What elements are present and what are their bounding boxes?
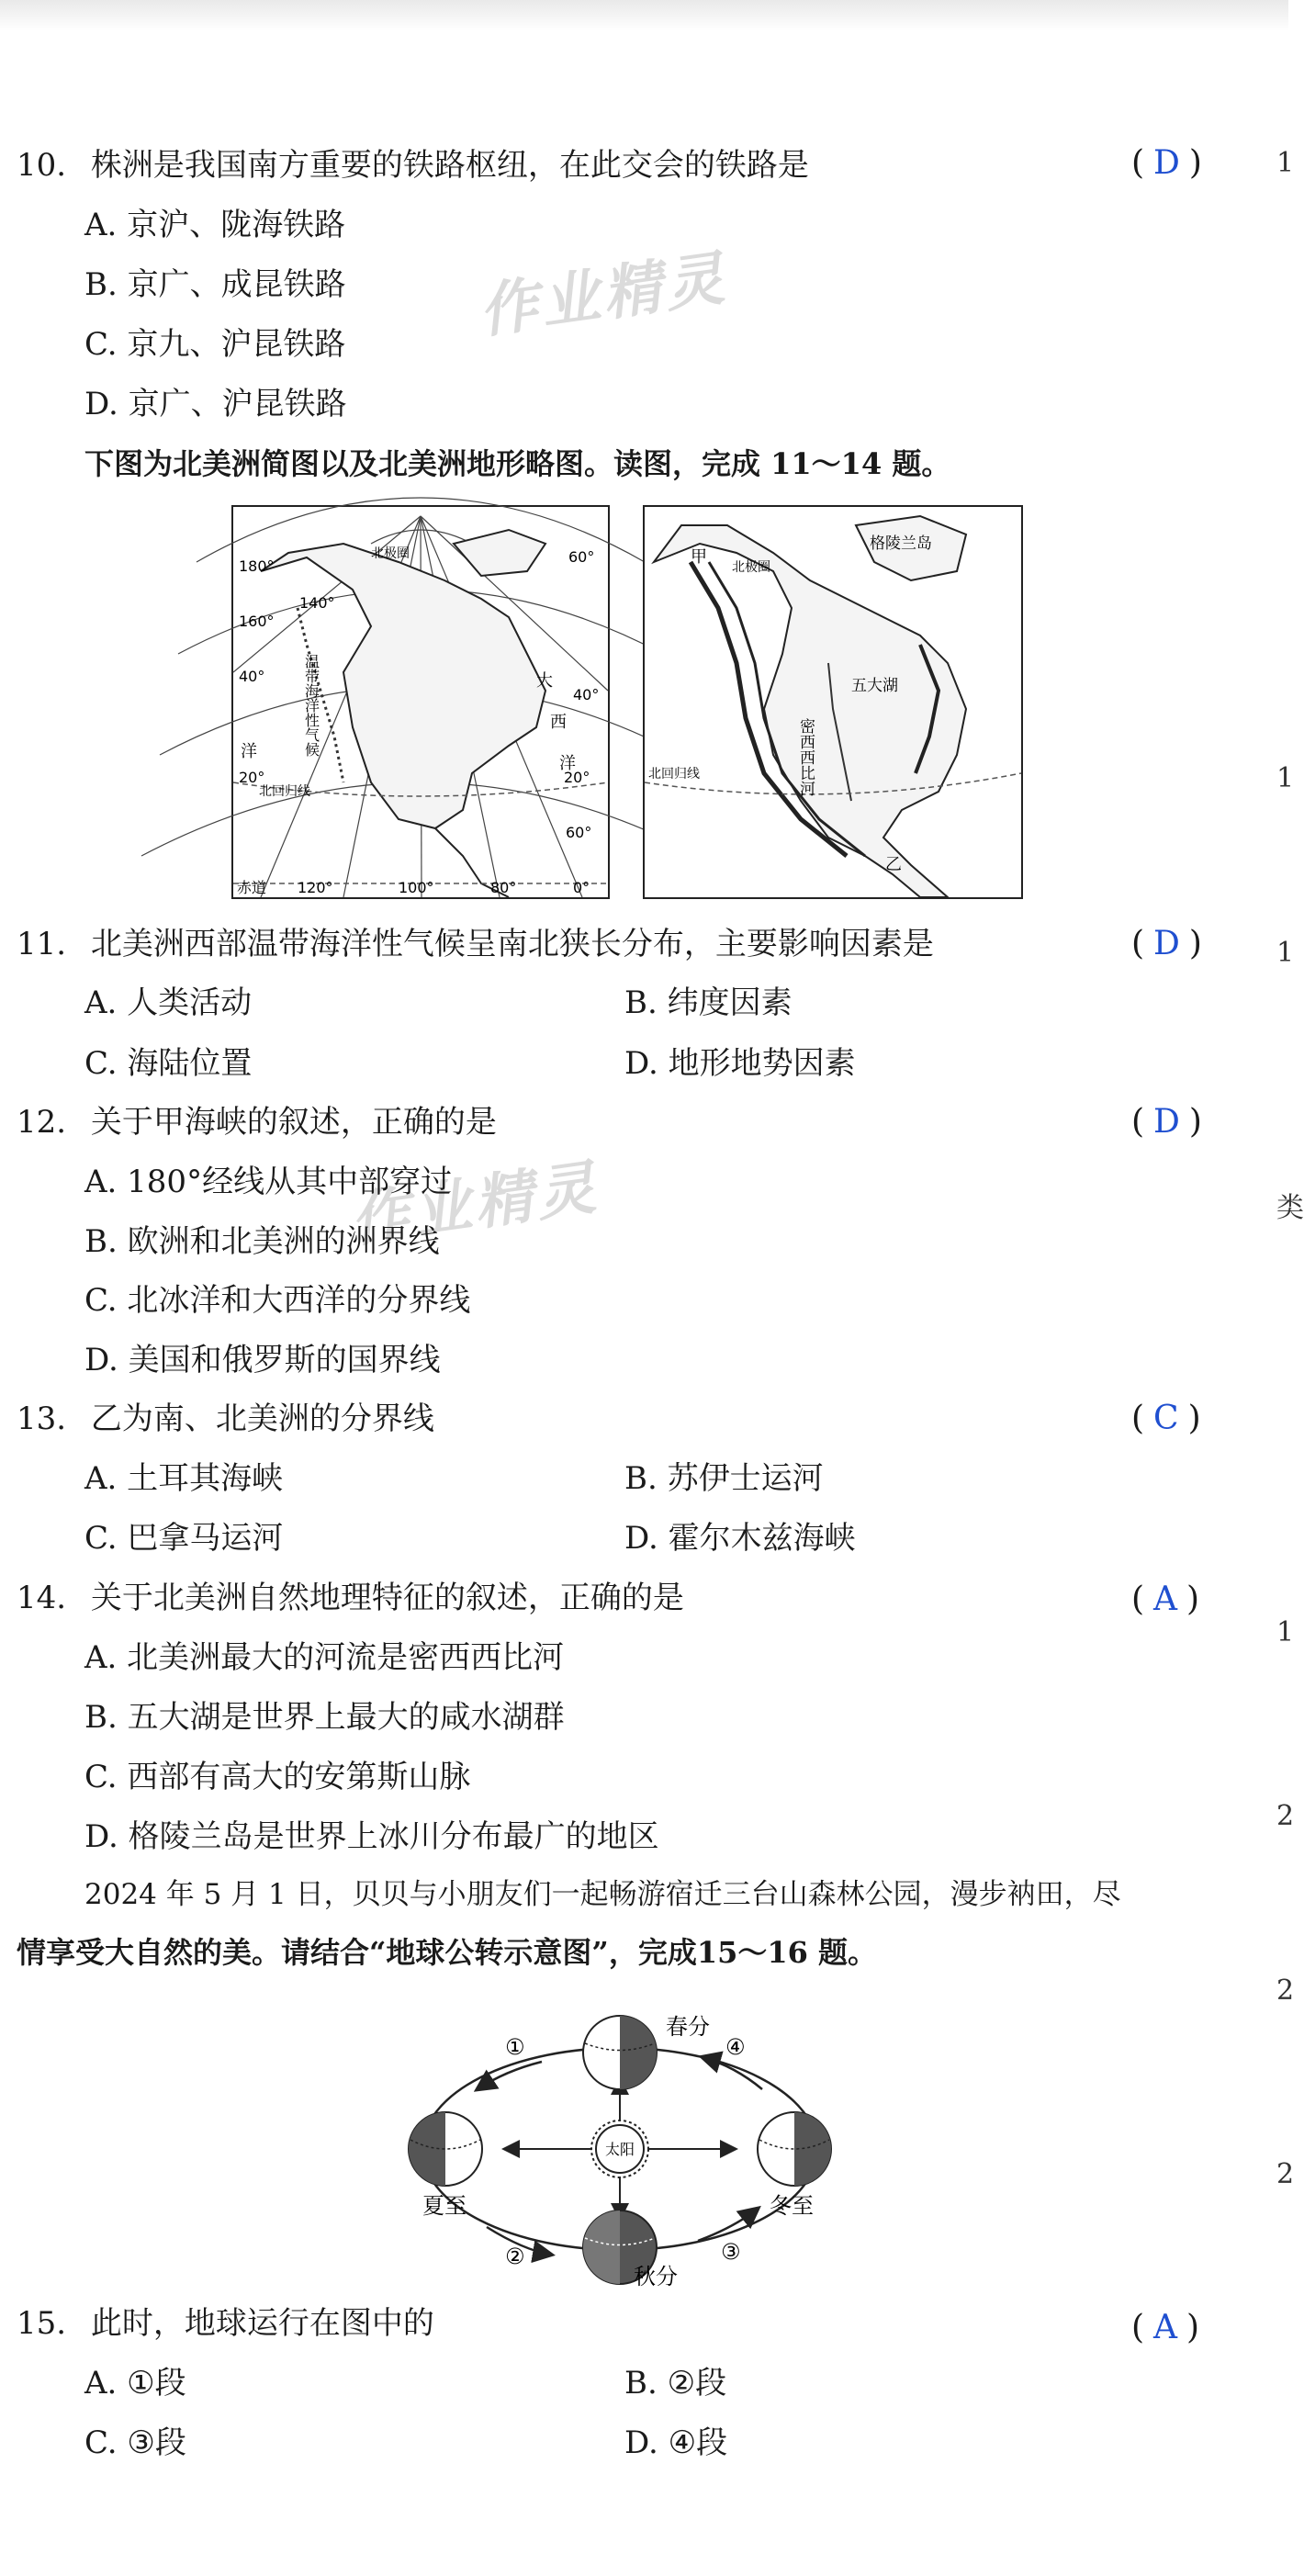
question-stem: [17, 147, 809, 184]
orbit-spring-label: 春分: [666, 2014, 710, 2040]
orbit-summer-label: 夏至: [422, 2193, 467, 2219]
map1-label: 120°: [298, 879, 333, 896]
intro-orbit-line1: 2024 年 5 月 1 日，贝贝与小朋友们一起畅游宿迁三台山森林公园，漫步衲田，尽: [84, 1878, 1121, 1911]
question-stem: [17, 1400, 434, 1437]
question-number: 11.: [17, 926, 67, 962]
option: A. 京沪、陇海铁路: [84, 207, 346, 243]
terrain-map-svg: [645, 507, 1021, 897]
question-stem: [17, 1104, 497, 1141]
option: C. 巴拿马运河: [84, 1520, 284, 1557]
map1-arctic: 北极圈: [371, 546, 410, 561]
question-number: 15.: [17, 2305, 67, 2342]
question-text: 关于甲海峡的叙述，正确的是: [90, 1104, 497, 1141]
map1-label: 100°: [399, 879, 434, 896]
map2-tropic: 北回归线: [648, 767, 700, 782]
answer-letter: A: [1153, 1580, 1178, 1618]
question-text: 乙为南、北美洲的分界线: [90, 1400, 434, 1437]
edge-mark: 1: [1276, 937, 1295, 969]
north-america-map-svg: [233, 507, 608, 897]
question-number: 10.: [17, 147, 67, 184]
map2-mississippi: 密西西比河: [796, 718, 815, 796]
map1-label: 140°: [299, 594, 335, 612]
option: B. 苏伊士运河: [624, 1460, 824, 1497]
page-top-shadow: [0, 0, 1288, 31]
intro-maps: 下图为北美洲简图以及北美洲地形略图。读图，完成 11～14 题。: [84, 446, 951, 481]
option: D. 美国和俄罗斯的国界线: [84, 1342, 441, 1378]
option: B. 京广、成昆铁路: [84, 266, 346, 303]
option: D. 京广、沪昆铁路: [84, 386, 347, 422]
map1-label: 80°: [490, 879, 517, 896]
answer-bracket: ( D ): [1131, 925, 1202, 962]
orbit-diagram-svg: [395, 2007, 845, 2291]
option: A. 180°经线从其中部穿过: [84, 1164, 453, 1200]
answer-letter: C: [1153, 1400, 1179, 1437]
orbit-seg4: ④: [725, 2034, 746, 2060]
orbit-seg2: ②: [505, 2244, 525, 2269]
orbit-winter-label: 冬至: [770, 2193, 814, 2219]
question-number: 13.: [17, 1400, 67, 1437]
option: B. 纬度因素: [624, 984, 793, 1021]
answer-bracket: ( A ): [1131, 1580, 1200, 1618]
question-text: 北美洲西部温带海洋性气候呈南北狭长分布，主要影响因素是: [90, 926, 934, 962]
option: B. 五大湖是世界上最大的咸水湖群: [84, 1699, 565, 1736]
map1-label: 20°: [239, 769, 265, 786]
earth-spring-icon: [583, 2016, 657, 2089]
option: C. ③段: [84, 2424, 186, 2461]
map2-great-lakes: 五大湖: [851, 677, 898, 695]
edge-mark: 2: [1276, 1974, 1295, 2007]
option: C. 西部有高大的安第斯山脉: [84, 1759, 471, 1795]
sun-label: 太阳: [604, 2141, 635, 2158]
edge-mark: 类: [1276, 1192, 1304, 1224]
option: B. 欧洲和北美洲的洲界线: [84, 1223, 440, 1260]
question-stem: [17, 1580, 684, 1616]
watermark: 作业精灵: [345, 1153, 603, 1256]
map1-label: 60°: [566, 824, 592, 841]
map1-atlantic: 洋: [559, 754, 576, 773]
map1-label: 20°: [564, 769, 590, 786]
answer-bracket: ( D ): [1131, 1103, 1202, 1141]
map1-label: 180°: [239, 557, 275, 575]
map1-label: 160°: [239, 613, 275, 630]
answer-bracket: ( A ): [1131, 2309, 1200, 2346]
option: A. 土耳其海峡: [84, 1460, 284, 1497]
question-text: 株洲是我国南方重要的铁路枢纽，在此交会的铁路是: [90, 147, 809, 184]
answer-bracket: ( D ): [1131, 144, 1202, 182]
edge-mark: 1: [1276, 762, 1295, 794]
option: D. 霍尔木兹海峡: [624, 1520, 856, 1557]
map1-tropic: 北回归线: [259, 784, 310, 799]
answer-letter: A: [1153, 2309, 1178, 2346]
orbit-diagram: [395, 2007, 845, 2291]
option: C. 北冰洋和大西洋的分界线: [84, 1282, 471, 1319]
orbit-seg3: ③: [721, 2239, 741, 2265]
option: A. ①段: [84, 2365, 186, 2402]
earth-summer-icon: [409, 2112, 482, 2186]
map1-label: 赤道: [237, 879, 267, 896]
answer-letter: D: [1153, 925, 1180, 962]
option: B. ②段: [624, 2365, 727, 2402]
map1-climate: 温带海洋性气候: [302, 654, 320, 757]
earth-winter-icon: [758, 2112, 831, 2186]
edge-mark: 1: [1276, 147, 1295, 179]
orbit-seg1: ①: [505, 2034, 525, 2060]
option: A. 北美洲最大的河流是密西西比河: [84, 1639, 565, 1676]
edge-mark: 2: [1276, 2158, 1295, 2190]
answer-letter: D: [1153, 144, 1180, 182]
question-stem: [17, 2305, 434, 2342]
option: C. 海陆位置: [84, 1045, 253, 1082]
option: D. ④段: [624, 2424, 728, 2461]
question-text: 此时，地球运行在图中的: [90, 2305, 434, 2342]
question-number: 14.: [17, 1580, 67, 1616]
option: C. 京九、沪昆铁路: [84, 326, 346, 363]
edge-mark: 1: [1276, 1616, 1295, 1648]
intro-orbit-line2: 情享受大自然的美。请结合“地球公转示意图”，完成15～16 题。: [17, 1935, 878, 1970]
north-america-map: [231, 505, 610, 899]
question-text: 关于北美洲自然地理特征的叙述，正确的是: [90, 1580, 684, 1616]
question-stem: [17, 926, 934, 962]
map1-label: 40°: [573, 686, 600, 703]
map1-atlantic: 大: [536, 671, 553, 691]
question-number: 12.: [17, 1104, 67, 1141]
option: D. 地形地势因素: [624, 1045, 856, 1082]
answer-bracket: ( C ): [1131, 1400, 1201, 1437]
watermark: 作业精灵: [474, 243, 732, 347]
map1-label: 60°: [568, 548, 595, 566]
map2-jia: 甲: [691, 547, 707, 567]
map1-ocean: 洋: [241, 742, 257, 761]
option: D. 格陵兰岛是世界上冰川分布最广的地区: [84, 1818, 659, 1855]
map2-arctic: 北极圈: [732, 560, 770, 575]
map1-atlantic: 西: [550, 713, 567, 732]
map1-label: 0°: [573, 879, 590, 896]
option: A. 人类活动: [84, 984, 253, 1021]
map2-greenland: 格陵兰岛: [870, 534, 932, 553]
map1-label: 40°: [239, 668, 265, 685]
orbit-autumn-label: 秋分: [634, 2264, 678, 2289]
edge-mark: 2: [1276, 1800, 1295, 1832]
terrain-map: [643, 505, 1023, 899]
map2-yi: 乙: [885, 855, 902, 874]
answer-letter: D: [1153, 1103, 1180, 1141]
